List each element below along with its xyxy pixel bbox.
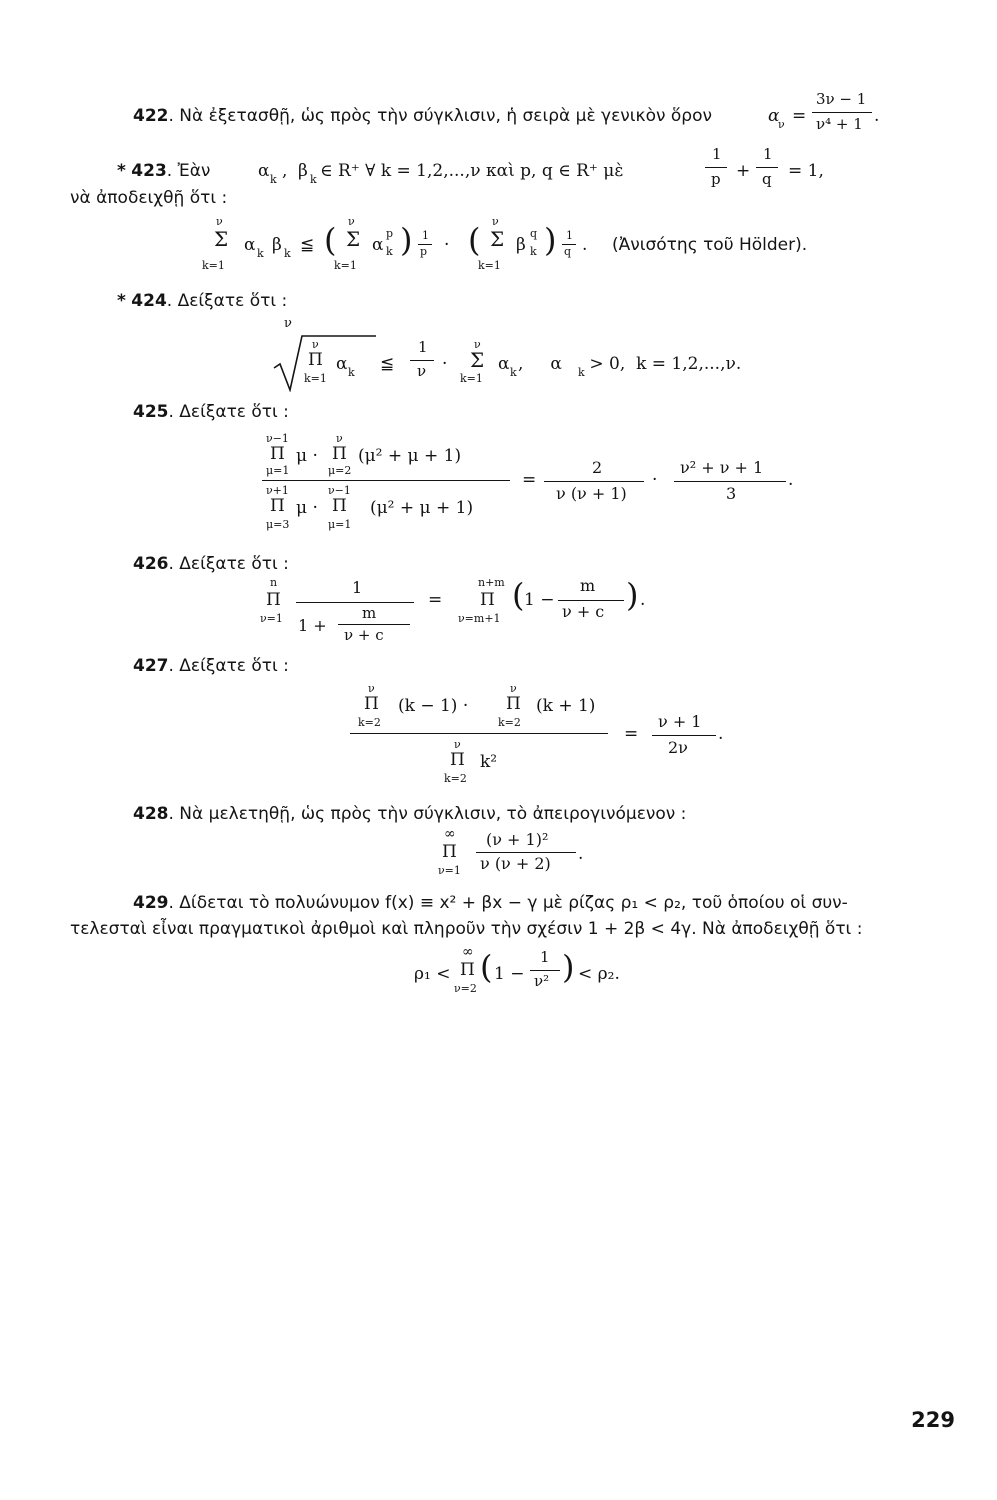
problem-425 [133, 401, 289, 423]
formula-422 [768, 90, 878, 140]
star-mark: * [117, 161, 126, 181]
problem-text: . Δείξατε ὅτι : [168, 402, 289, 422]
problem-text: . Δείξατε ὅτι : [168, 656, 289, 676]
denominator: q [762, 170, 772, 188]
subscript: k [310, 173, 317, 186]
alpha: α [258, 161, 270, 181]
page-number: 229 [911, 1408, 955, 1432]
formula-428: ∞ Π ν=1 (ν + 1)² ν (ν + 2) . [438, 826, 584, 877]
plus: + [736, 161, 751, 181]
problem-423-line2: νὰ ἀποδειχθῇ ὅτι : [70, 188, 228, 208]
beta: β [298, 161, 308, 181]
problem-number: 423 [131, 161, 167, 181]
problem-number: 425 [133, 402, 169, 422]
problem-number: 429 [133, 893, 169, 913]
equals: = [792, 106, 807, 126]
star-mark: * [117, 291, 126, 311]
problem-number: 424 [131, 291, 167, 311]
problem-422 [133, 105, 712, 127]
holder-name: (Ἀνισότης τοῦ Hölder). [612, 235, 808, 255]
problem-number: 426 [133, 554, 169, 574]
condition-text: ∈ R⁺ ∀ k = 1,2,...,ν καὶ p, q ∈ R⁺ μὲ [320, 161, 624, 181]
formula-425: ν−1 Π μ=1 μ · ν Π μ=2 (μ² + μ + 1) ν+1 Π μ=3 μ · ν−1 Π μ=1 (μ² + μ + 1) = 2 ν (ν + 1) · ν² + ν + 1 3 . [258, 432, 818, 548]
problem-text: . Ἐὰν [166, 161, 211, 181]
alpha: α [768, 106, 780, 126]
numerator: 1 [763, 145, 773, 163]
formula-427: ν Π k=2 (k − 1) · ν Π k=2 (k + 1) ν Π k=2 k² = ν + 1 2ν . [346, 682, 746, 792]
equals-one: = 1, [788, 161, 824, 181]
problem-text: . Δείξατε ὅτι : [168, 554, 289, 574]
problem-number: 422 [133, 106, 169, 126]
formula-423-condition [258, 145, 858, 195]
subscript: ν [778, 118, 785, 131]
period: . [874, 106, 880, 126]
problem-number: 427 [133, 656, 169, 676]
formula-holder-inequality: ν Σ k=1 α k β k ≦ ( ν Σ k=1 α p k ) 1 p · ( ν Σ k=1 β q k ) 1 q . (Ἀνισότης τοῦ Hölder). [202, 215, 808, 272]
subscript: k [270, 173, 277, 186]
problem-428 [133, 803, 686, 825]
denominator: ν⁴ + 1 [816, 115, 863, 133]
problem-429-line2: τελεσταὶ εἶναι πραγματικοὶ ἀριθμοὶ καὶ πληροῦν τὴν σχέσιν 1 + 2β < 4γ. Νὰ ἀποδειχθῇ ὅτι : [70, 919, 863, 939]
problem-number: 428 [133, 804, 169, 824]
numerator: 1 [712, 145, 722, 163]
formula-429: ρ₁ < ∞ Π ν=2 ( 1 − 1 ν² ) < ρ₂. [414, 944, 620, 995]
problem-424 [117, 290, 287, 312]
problem-text: . Νὰ μελετηθῇ, ὡς πρὸς τὴν σύγκλισιν, τὸ ἀπειρογινόμενον : [168, 804, 687, 824]
formula-424: ν ν Π k=1 α k ≦ 1 ν · ν Σ k=1 α k , α k > 0, k = 1,2,...,ν. [262, 316, 802, 396]
problem-text: . Νὰ ἐξετασθῇ, ὡς πρὸς τὴν σύγκλισιν, ἡ σειρὰ μὲ γενικὸν ὅρον [168, 106, 712, 126]
denominator: p [711, 170, 721, 188]
formula-426: n Π ν=1 1 1 + m ν + c = n+m Π ν=m+1 ( 1 − m ν + c ) . [260, 576, 646, 644]
problem-text: . Δείξατε ὅτι : [166, 291, 288, 311]
comma: , [282, 161, 288, 181]
problem-423 [117, 160, 210, 182]
problem-text: . Δίδεται τὸ πολυώνυμον f(x) ≡ x² + βx − γ μὲ ρίζας ρ₁ < ρ₂, τοῦ ὁποίου οἱ συν- [168, 893, 848, 913]
problem-429 [133, 892, 848, 914]
problem-427 [133, 655, 289, 677]
numerator: 3ν − 1 [816, 90, 867, 108]
